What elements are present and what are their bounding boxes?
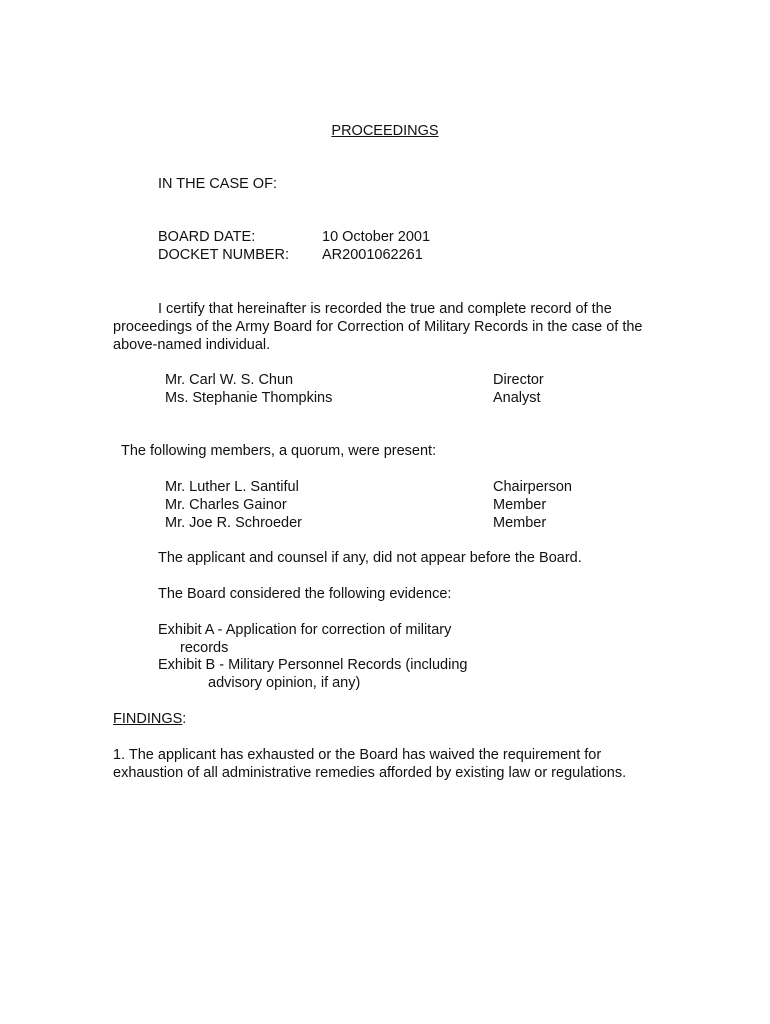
finding-1: 1. The applicant has exhausted or the Board has waived the requirement for exhaustion of all administrative remedies afforded by existing law or regulations. — [113, 747, 627, 781]
staff-name: Ms. Stephanie Thompkins — [165, 390, 333, 406]
exhibit-a-continuation: records — [180, 640, 229, 656]
exhibit-b: Exhibit B - Military Personnel Records (including — [158, 657, 468, 673]
findings-heading — [113, 710, 186, 728]
exhibit-a: Exhibit A - Application for correction of military — [158, 622, 452, 638]
staff-role: Analyst — [493, 390, 541, 406]
member-role: Chairperson — [493, 479, 572, 495]
member-role: Member — [493, 497, 547, 513]
members-intro: The following members, a quorum, were present: — [121, 443, 437, 459]
case-label: IN THE CASE OF: — [158, 176, 277, 192]
findings-colon: : — [182, 711, 187, 727]
member-name: Mr. Luther L. Santiful — [165, 479, 299, 495]
appearance-statement: The applicant and counsel if any, did not appear before the Board. — [158, 550, 582, 566]
member-name: Mr. Joe R. Schroeder — [165, 515, 302, 531]
board-date-label: BOARD DATE: — [158, 229, 256, 245]
exhibit-b-continuation: advisory opinion, if any) — [208, 675, 361, 691]
member-role: Member — [493, 515, 547, 531]
findings-heading-text: FINDINGS — [113, 711, 183, 727]
docket-number-value: AR2001062261 — [322, 247, 423, 263]
member-name: Mr. Charles Gainor — [165, 497, 287, 513]
docket-number-label: DOCKET NUMBER: — [158, 247, 290, 263]
document-title: PROCEEDINGS — [331, 123, 439, 139]
staff-name: Mr. Carl W. S. Chun — [165, 372, 294, 388]
certification-paragraph: I certify that hereinafter is recorded the true and complete record of the proceedings of the Army Board for Correction of Military Records in the case of the above-named individual. — [113, 301, 643, 353]
evidence-intro: The Board considered the following evidence: — [158, 586, 452, 602]
board-date-value: 10 October 2001 — [322, 229, 431, 245]
staff-role: Director — [493, 372, 544, 388]
